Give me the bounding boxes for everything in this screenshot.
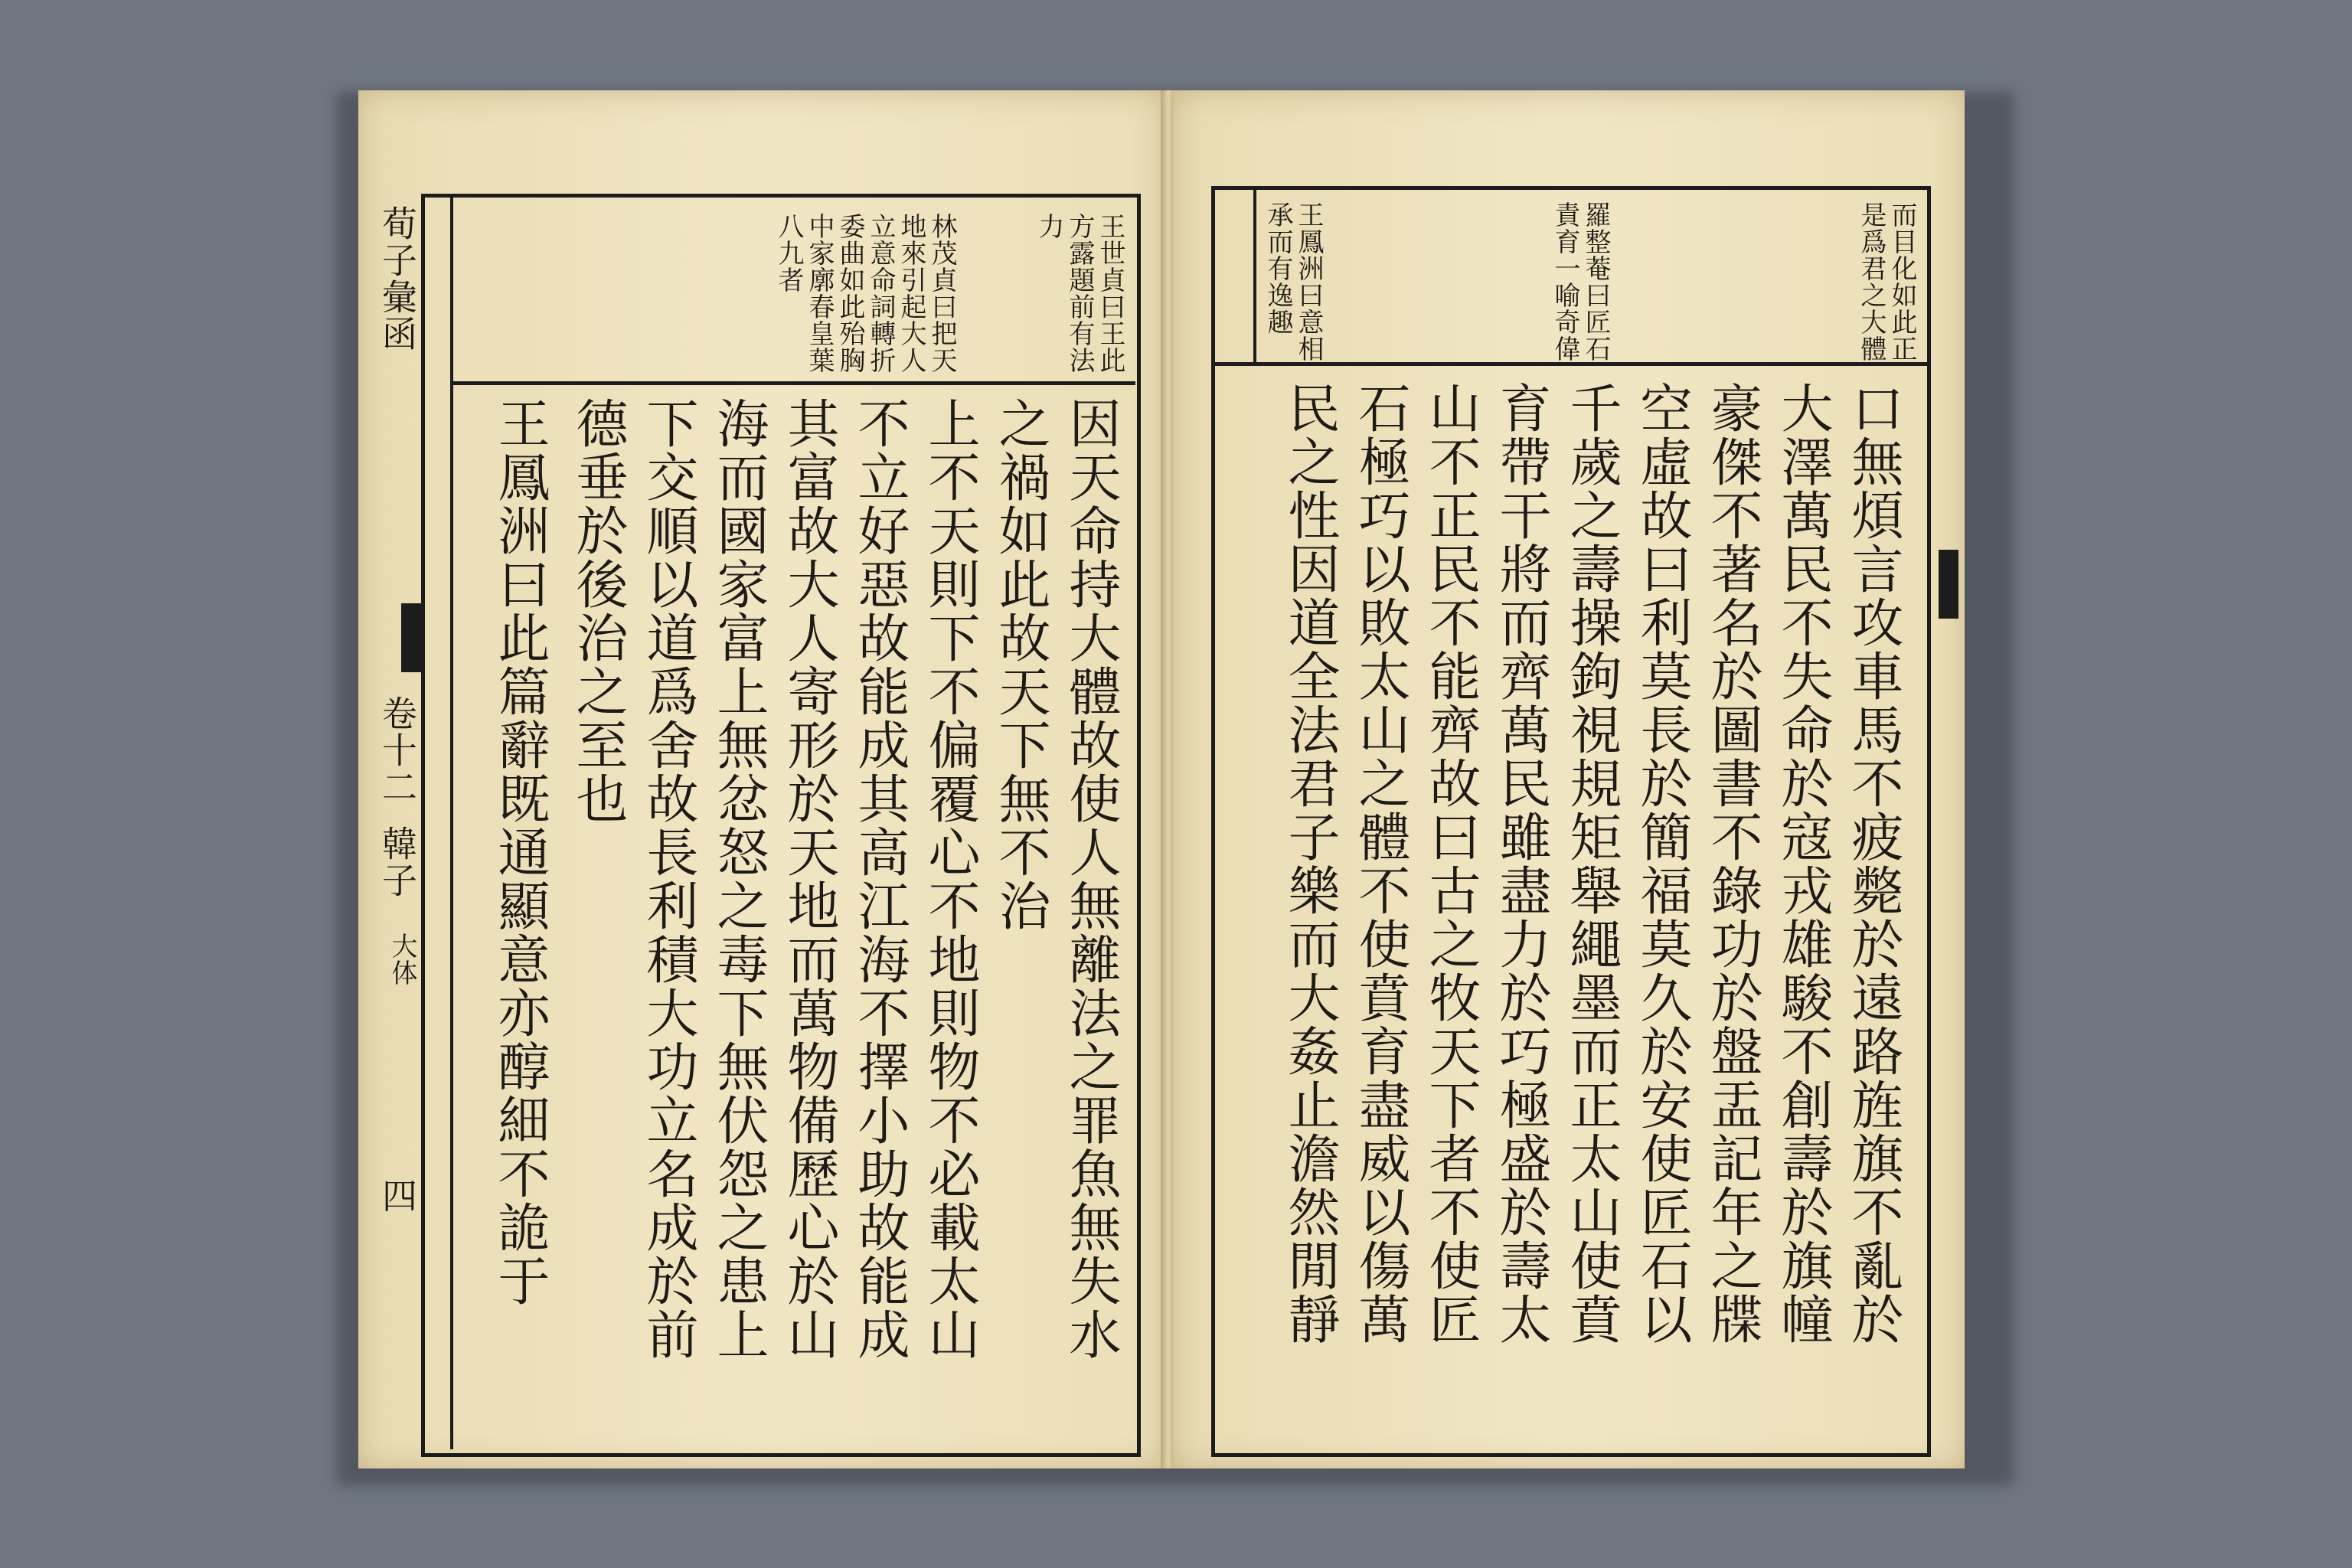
text-column: 大澤萬民不失命於寇戎雄駿不創壽於旗幢 <box>1772 381 1833 1346</box>
text-column: 口無煩言攻車馬不疲斃於遠路旌旗不亂於 <box>1843 381 1903 1346</box>
text-column: 海而國家富上無忿怒之毒下無伏怨之患上 <box>708 397 769 1361</box>
left-headnote-separator <box>450 381 1135 385</box>
headnote: 八九者 <box>773 213 804 293</box>
headnote: 方露題前有法 <box>1064 213 1095 374</box>
text-column: 育帶干將而齊萬民雖盡力於巧極盛於壽太 <box>1491 381 1551 1346</box>
text-column: 豪傑不著名於圖書不錄功於盤盂記年之牒 <box>1702 381 1762 1346</box>
headnote: 委曲如此殆胸 <box>835 213 865 374</box>
headnote: 林茂貞曰把天 <box>926 213 957 374</box>
fish-tail-mark-right <box>1939 550 1958 619</box>
headnote: 中家廓春皇葉 <box>804 213 835 374</box>
fish-tail-mark <box>401 603 421 672</box>
text-column: 王鳳洲曰此篇辭既通顯意亦醇細不詭于 <box>489 397 550 1308</box>
headnote: 王鳳洲曰意相 <box>1293 201 1324 362</box>
headnote: 王世貞曰王此 <box>1095 213 1125 374</box>
margin-title: 荀子彙函 <box>377 205 418 352</box>
text-column: 其富故大人寄形於天地而萬物備歷心於山 <box>779 397 839 1361</box>
headnote: 承而有逸趣 <box>1263 201 1293 335</box>
margin-volume: 卷十二 <box>377 695 418 805</box>
margin-chapter: 韓子 <box>377 825 418 899</box>
text-column: 之禍如此故天下無不治 <box>990 397 1050 933</box>
right-page <box>1173 90 1965 1468</box>
text-column: 不立好惡故能成其高江海不擇小助故能成 <box>849 397 910 1361</box>
headnote: 而目化如此正 <box>1886 201 1917 362</box>
right-headnote-divider <box>1253 186 1256 366</box>
text-column: 德垂於後治之至也 <box>567 397 628 825</box>
margin-folio: 四 <box>377 1178 418 1214</box>
right-headnote-separator <box>1211 362 1927 366</box>
text-column: 山不正民不能齊故曰古之牧天下者不使匠 <box>1420 381 1481 1346</box>
headnote: 地來引起大人 <box>896 213 926 374</box>
headnote: 責育一喻奇偉 <box>1550 201 1580 362</box>
headnote: 立意命詞轉折 <box>865 213 896 374</box>
text-column: 下交順以道爲舍故長利積大功立名成於前 <box>638 397 698 1361</box>
headnote: 是爲君之大體 <box>1856 201 1886 362</box>
headnote: 力 <box>1034 213 1064 240</box>
text-column: 因天命持大體故使人無離法之罪魚無失水 <box>1060 397 1121 1361</box>
text-column: 上不天則下不偏覆心不地則物不必載太山 <box>920 397 980 1361</box>
text-column: 石極巧以敗太山之體不使賁育盡威以傷萬 <box>1350 381 1410 1346</box>
text-column: 空虛故曰利莫長於簡福莫久於安使匠石以 <box>1632 381 1692 1346</box>
left-page <box>358 90 1164 1468</box>
text-column: 民之性因道全法君子樂而大姦止澹然閒靜 <box>1279 381 1340 1346</box>
margin-section: 大体 <box>387 933 417 986</box>
text-column: 千歲之壽操鉤視規矩舉繩墨而正太山使賁 <box>1561 381 1622 1346</box>
headnote: 羅整菴曰匠石 <box>1580 201 1611 362</box>
